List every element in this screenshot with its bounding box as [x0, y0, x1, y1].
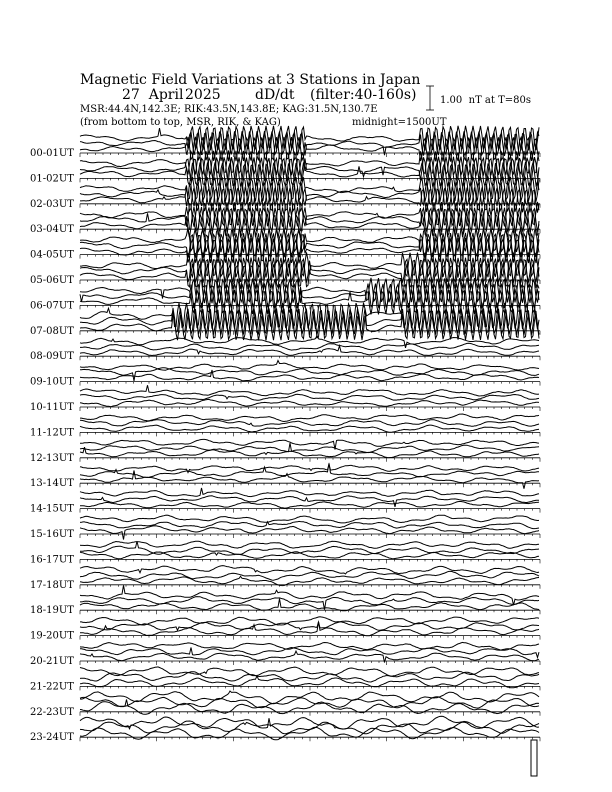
hour-row-label: 00-01UT: [30, 148, 74, 159]
hour-row-label: 05-06UT: [30, 275, 74, 286]
station-trace-rik: [80, 571, 539, 580]
station-trace-msr: [80, 576, 539, 585]
overflow-trace-marker: [531, 740, 537, 776]
hour-row-label: 16-17UT: [30, 554, 74, 566]
hour-row: [30, 691, 540, 718]
station-trace-msr: [80, 502, 539, 509]
hour-row-label: 08-09UT: [30, 351, 74, 363]
station-coordinates: MSR:44.4N,142.3E; RIK:43.5N,143.8E; KAG:31.5N,130.7E: [80, 104, 378, 115]
midnight-note: midnight=1500UT: [352, 117, 447, 128]
hour-row-label: 20-21UT: [30, 656, 74, 667]
derivative-mode: dD/dt: [255, 87, 295, 103]
station-trace-rik: [80, 648, 539, 658]
station-trace-msr: [80, 346, 539, 356]
station-trace-kag: [80, 667, 539, 676]
hour-row-label: 22-23UT: [30, 706, 74, 718]
hour-row: [30, 439, 540, 463]
hour-row-label: 01-02UT: [30, 173, 74, 185]
hour-row-label: 15-16UT: [30, 529, 74, 540]
chart-title: Magnetic Field Variations at 3 Stations in Japan: [80, 72, 421, 88]
station-trace-kag: [80, 617, 539, 625]
hour-row-label: 14-15UT: [30, 503, 74, 515]
station-order: (from bottom to top, MSR, RIK, & KAG): [80, 117, 281, 128]
hour-row: [30, 541, 540, 565]
hour-row: [30, 642, 540, 667]
hour-row-label: 21-22UT: [30, 681, 74, 693]
hour-row: [30, 716, 540, 743]
station-trace-kag: [80, 716, 539, 729]
hour-row-label: 12-13UT: [30, 452, 74, 464]
hour-row-label: 03-04UT: [30, 224, 74, 236]
hour-rows: [30, 126, 540, 743]
station-trace-kag: [80, 385, 539, 396]
station-trace-kag: [80, 414, 539, 422]
date-day-month: 27 April: [122, 87, 184, 103]
hour-row: [30, 515, 540, 540]
station-trace-rik: [80, 697, 539, 708]
hour-row-label: 18-19UT: [30, 605, 74, 617]
hour-row: [30, 385, 540, 413]
hour-row: [30, 361, 540, 388]
hour-row-label: 13-14UT: [30, 478, 74, 490]
station-trace-rik: [80, 207, 539, 232]
filter-band: (filter:40-160s): [310, 87, 417, 103]
hour-row-label: 17-18UT: [30, 579, 74, 591]
date-year: 2025: [185, 87, 221, 103]
hour-row-label: 19-20UT: [30, 630, 74, 642]
hour-row-label: 23-24UT: [30, 732, 74, 744]
hour-row: [30, 488, 540, 515]
station-trace-kag: [80, 464, 539, 472]
station-trace-rik: [80, 182, 539, 207]
station-trace-kag: [80, 488, 539, 497]
station-trace-kag: [80, 361, 539, 371]
station-trace-msr: [80, 399, 539, 406]
hour-row-label: 07-08UT: [30, 325, 74, 337]
hour-row: [30, 667, 540, 693]
station-trace-msr: [80, 447, 539, 458]
hour-row-label: 04-05UT: [30, 249, 74, 261]
hour-row-label: 06-07UT: [30, 300, 74, 312]
hour-row: [30, 151, 540, 188]
hour-row-label: 09-10UT: [30, 376, 74, 388]
station-trace-kag: [80, 585, 539, 605]
station-trace-rik: [80, 443, 539, 453]
station-trace-rik: [80, 394, 539, 400]
hour-row: [30, 335, 540, 362]
station-trace-rik: [80, 343, 539, 350]
hour-row-label: 10-11UT: [30, 402, 74, 413]
station-trace-rik: [80, 597, 539, 610]
hour-row: [30, 566, 540, 591]
station-trace-kag: [80, 515, 539, 523]
hour-row: [30, 585, 540, 616]
station-trace-msr: [80, 526, 539, 540]
hour-row: [30, 463, 540, 489]
hour-row: [30, 414, 540, 438]
station-trace-kag: [80, 439, 539, 449]
station-trace-kag: [80, 541, 539, 548]
hour-row-label: 02-03UT: [30, 198, 74, 210]
station-trace-rik: [80, 541, 539, 554]
hour-row-label: 11-12UT: [30, 427, 74, 439]
station-trace-msr: [80, 552, 539, 559]
scale-bar-label: 1.00 nT at T=80s: [440, 95, 531, 106]
hour-row: [30, 617, 540, 642]
